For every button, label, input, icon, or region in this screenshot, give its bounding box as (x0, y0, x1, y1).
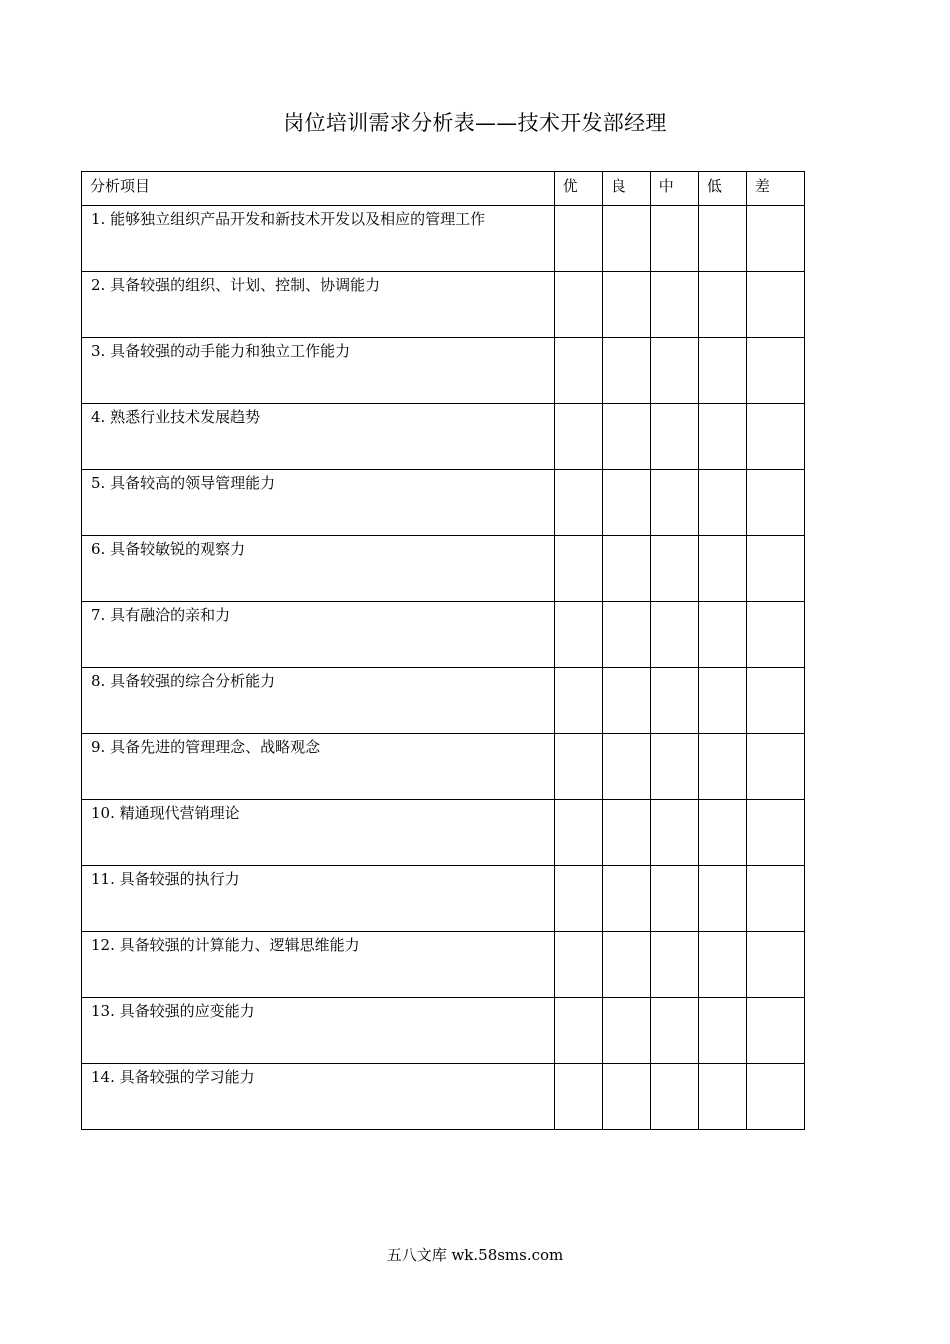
rating-cell-excellent[interactable] (554, 932, 602, 998)
rating-cell-medium[interactable] (650, 1064, 698, 1130)
rating-cell-low[interactable] (698, 668, 746, 734)
header-rating-poor: 差 (746, 172, 804, 206)
rating-cell-poor[interactable] (746, 800, 804, 866)
rating-cell-good[interactable] (602, 998, 650, 1064)
rating-cell-good[interactable] (602, 932, 650, 998)
header-rating-medium: 中 (650, 172, 698, 206)
table-row (82, 536, 805, 602)
table-row (82, 338, 805, 404)
rating-cell-excellent[interactable] (554, 536, 602, 602)
rating-cell-poor[interactable] (746, 668, 804, 734)
rating-cell-medium[interactable] (650, 866, 698, 932)
rating-cell-medium[interactable] (650, 734, 698, 800)
rating-cell-good[interactable] (602, 470, 650, 536)
rating-cell-good[interactable] (602, 272, 650, 338)
rating-cell-excellent[interactable] (554, 338, 602, 404)
item-label: 3. 具备较强的动手能力和独立工作能力 (82, 338, 555, 404)
rating-cell-poor[interactable] (746, 338, 804, 404)
table-row (82, 1064, 805, 1130)
item-label: 13. 具备较强的应变能力 (82, 998, 555, 1064)
rating-cell-good[interactable] (602, 404, 650, 470)
item-label: 4. 熟悉行业技术发展趋势 (82, 404, 555, 470)
rating-cell-excellent[interactable] (554, 668, 602, 734)
rating-cell-excellent[interactable] (554, 1064, 602, 1130)
rating-cell-medium[interactable] (650, 338, 698, 404)
rating-cell-medium[interactable] (650, 470, 698, 536)
rating-cell-medium[interactable] (650, 536, 698, 602)
item-label: 8. 具备较强的综合分析能力 (82, 668, 555, 734)
rating-cell-low[interactable] (698, 1064, 746, 1130)
item-label: 7. 具有融洽的亲和力 (82, 602, 555, 668)
header-rating-excellent: 优 (554, 172, 602, 206)
rating-cell-good[interactable] (602, 338, 650, 404)
rating-cell-poor[interactable] (746, 206, 804, 272)
rating-cell-poor[interactable] (746, 536, 804, 602)
rating-cell-medium[interactable] (650, 998, 698, 1064)
rating-cell-low[interactable] (698, 272, 746, 338)
rating-cell-poor[interactable] (746, 734, 804, 800)
rating-cell-excellent[interactable] (554, 734, 602, 800)
item-label: 10. 精通现代营销理论 (82, 800, 555, 866)
rating-cell-good[interactable] (602, 536, 650, 602)
rating-cell-poor[interactable] (746, 866, 804, 932)
rating-cell-low[interactable] (698, 998, 746, 1064)
rating-cell-low[interactable] (698, 470, 746, 536)
rating-cell-good[interactable] (602, 1064, 650, 1130)
page-title: 岗位培训需求分析表——技术开发部经理 (283, 111, 667, 135)
item-label: 6. 具备较敏锐的观察力 (82, 536, 555, 602)
rating-cell-low[interactable] (698, 734, 746, 800)
table-row (82, 272, 805, 338)
item-label: 14. 具备较强的学习能力 (82, 1064, 555, 1130)
rating-cell-medium[interactable] (650, 272, 698, 338)
rating-cell-poor[interactable] (746, 404, 804, 470)
table-row (82, 932, 805, 998)
table-row (82, 470, 805, 536)
item-label: 9. 具备先进的管理理念、战略观念 (82, 734, 555, 800)
item-label: 1. 能够独立组织产品开发和新技术开发以及相应的管理工作 (82, 206, 555, 272)
table-row (82, 998, 805, 1064)
rating-cell-poor[interactable] (746, 1064, 804, 1130)
table-header-row (82, 172, 805, 206)
item-label: 2. 具备较强的组织、计划、控制、协调能力 (82, 272, 555, 338)
rating-cell-low[interactable] (698, 602, 746, 668)
rating-cell-good[interactable] (602, 668, 650, 734)
rating-cell-poor[interactable] (746, 272, 804, 338)
rating-cell-medium[interactable] (650, 206, 698, 272)
rating-cell-excellent[interactable] (554, 800, 602, 866)
item-label: 5. 具备较高的领导管理能力 (82, 470, 555, 536)
rating-cell-excellent[interactable] (554, 998, 602, 1064)
rating-cell-excellent[interactable] (554, 470, 602, 536)
rating-cell-medium[interactable] (650, 932, 698, 998)
rating-cell-low[interactable] (698, 404, 746, 470)
rating-cell-good[interactable] (602, 800, 650, 866)
rating-cell-poor[interactable] (746, 932, 804, 998)
rating-cell-medium[interactable] (650, 800, 698, 866)
rating-cell-medium[interactable] (650, 668, 698, 734)
table-row (82, 668, 805, 734)
table-row (82, 734, 805, 800)
rating-cell-low[interactable] (698, 206, 746, 272)
table-row (82, 206, 805, 272)
table-row (82, 602, 805, 668)
footer-watermark: 五八文库 wk.58sms.com (386, 1246, 564, 1264)
rating-cell-poor[interactable] (746, 998, 804, 1064)
rating-cell-poor[interactable] (746, 602, 804, 668)
rating-cell-good[interactable] (602, 602, 650, 668)
header-analysis-item: 分析项目 (82, 172, 555, 206)
rating-cell-good[interactable] (602, 866, 650, 932)
header-rating-good: 良 (602, 172, 650, 206)
rating-cell-low[interactable] (698, 800, 746, 866)
rating-cell-excellent[interactable] (554, 602, 602, 668)
rating-cell-low[interactable] (698, 866, 746, 932)
header-rating-low: 低 (698, 172, 746, 206)
table-row (82, 866, 805, 932)
rating-cell-medium[interactable] (650, 602, 698, 668)
rating-cell-excellent[interactable] (554, 866, 602, 932)
table-row (82, 800, 805, 866)
rating-cell-poor[interactable] (746, 470, 804, 536)
rating-cell-medium[interactable] (650, 404, 698, 470)
training-needs-table (81, 171, 805, 1130)
rating-cell-excellent[interactable] (554, 404, 602, 470)
rating-cell-good[interactable] (602, 206, 650, 272)
rating-cell-low[interactable] (698, 536, 746, 602)
rating-cell-low[interactable] (698, 338, 746, 404)
rating-cell-excellent[interactable] (554, 206, 602, 272)
item-label: 12. 具备较强的计算能力、逻辑思维能力 (82, 932, 555, 998)
rating-cell-good[interactable] (602, 734, 650, 800)
item-label: 11. 具备较强的执行力 (82, 866, 555, 932)
table-row (82, 404, 805, 470)
rating-cell-excellent[interactable] (554, 272, 602, 338)
rating-cell-low[interactable] (698, 932, 746, 998)
